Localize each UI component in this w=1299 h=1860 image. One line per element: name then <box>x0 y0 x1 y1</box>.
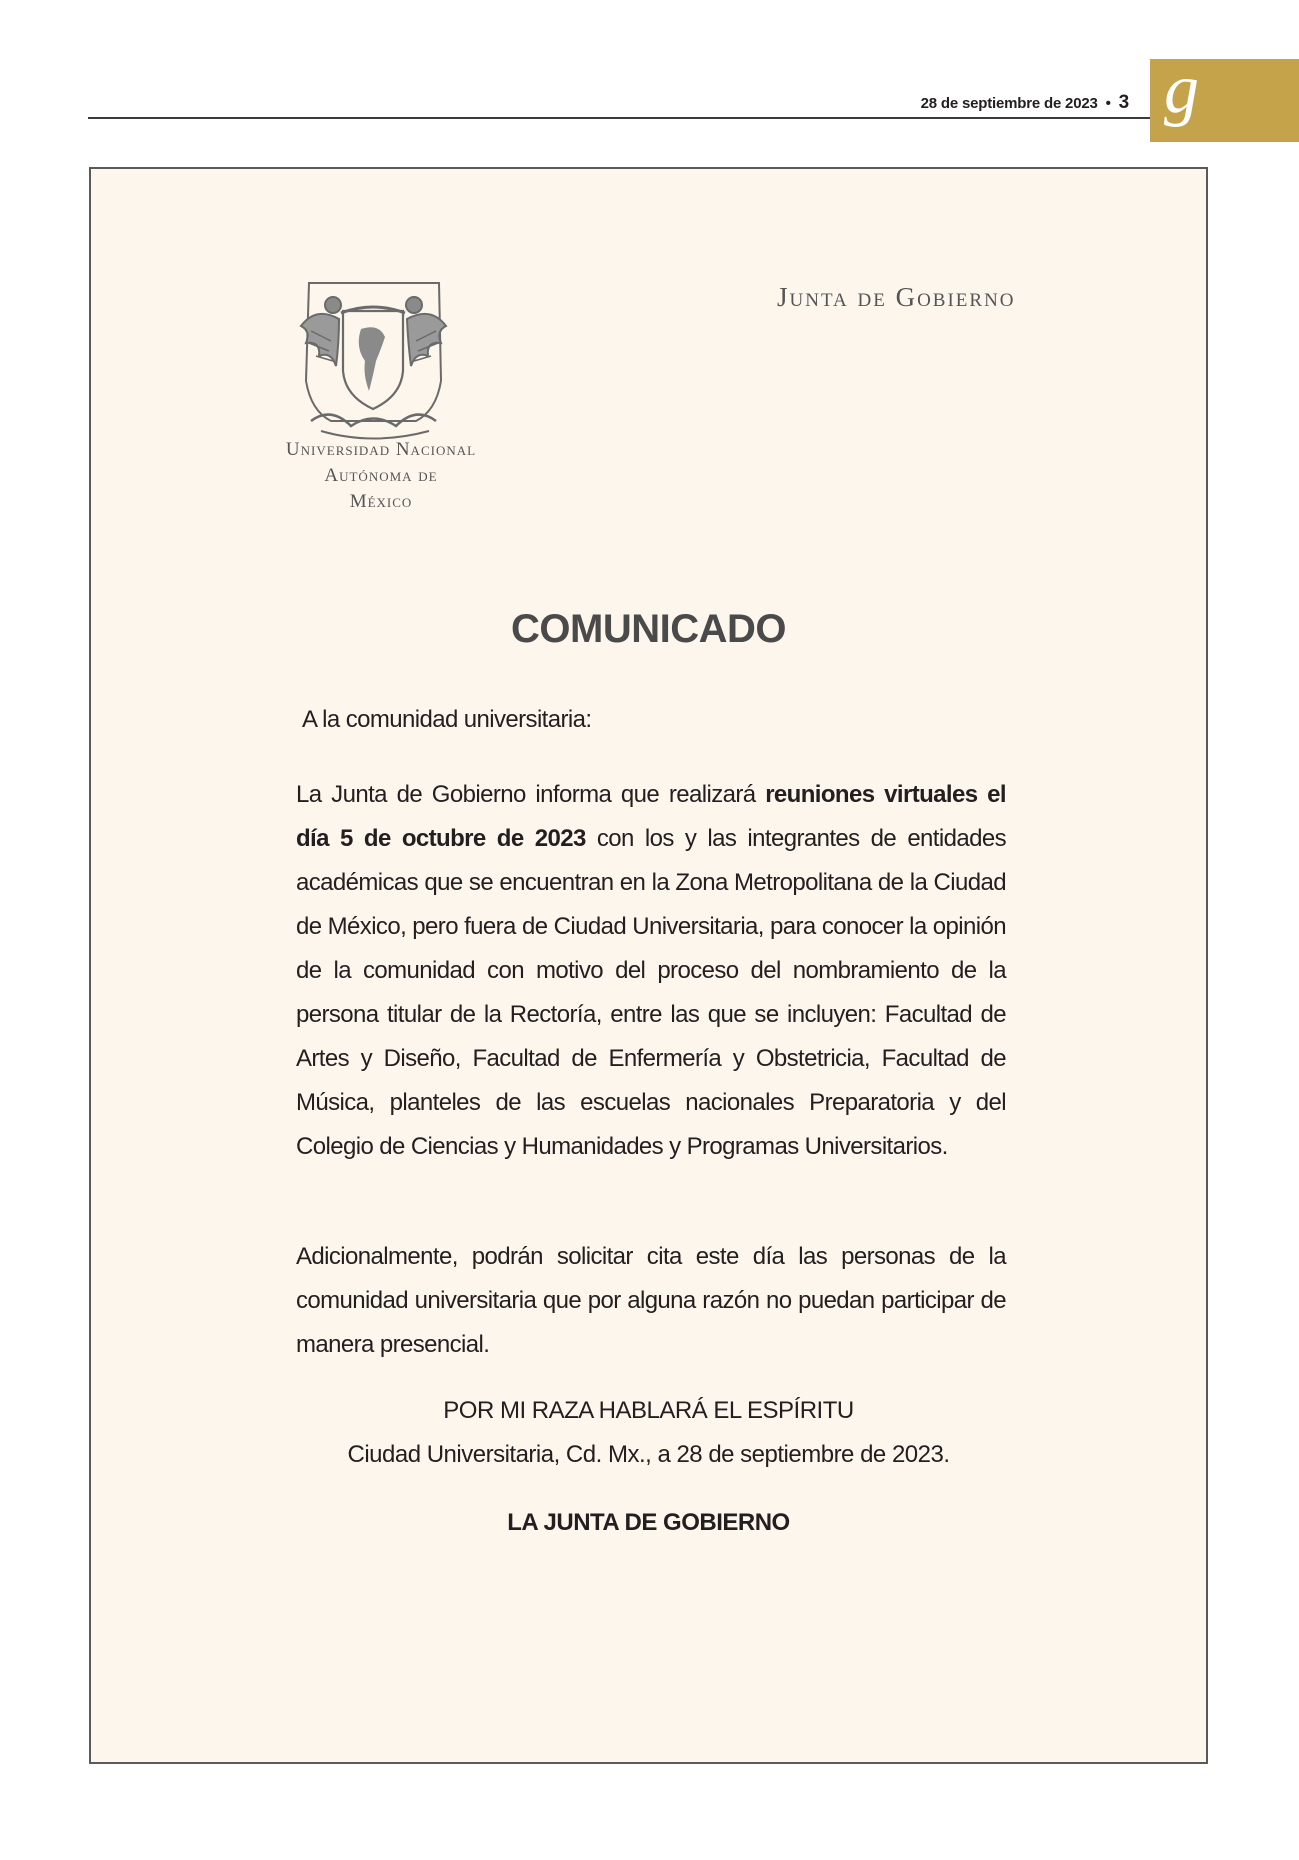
place-date: Ciudad Universitaria, Cd. Mx., a 28 de septiembre de 2023. <box>347 1441 950 1468</box>
motto: POR MI RAZA HABLARÁ EL ESPÍRITU <box>443 1397 854 1424</box>
unam-seal-icon <box>281 271 466 451</box>
gazette-logo-icon: g <box>1164 51 1199 128</box>
paragraph-2: Adicionalmente, podrán solicitar cita este día las personas de la comunidad universitaria que por alguna razón no puedan participar de manera presencial. <box>296 1243 1006 1358</box>
paragraph-1-highlight: reuniones virtuales el día 5 de octubre de 2023 <box>296 781 1006 852</box>
page-number: 3 <box>1118 92 1129 113</box>
paragraph-1-prefix: La Junta de Gobierno informa que realizará <box>296 781 766 808</box>
salutation: A la comunidad universitaria: <box>302 706 592 733</box>
notice-title: COMUNICADO <box>511 607 786 651</box>
unam-name-line2: Autónoma de <box>324 465 438 486</box>
header-rule <box>88 117 1150 119</box>
header-separator: • <box>1105 95 1111 112</box>
gazette-logo-tab <box>1150 51 1299 142</box>
unam-name-line1: Universidad Nacional <box>285 439 477 460</box>
header-date: 28 de septiembre de 2023 <box>920 95 1098 112</box>
unam-name-line3: México <box>349 491 413 512</box>
paragraph-1 <box>296 773 1006 1169</box>
unam-seal-graphic <box>281 271 466 451</box>
paragraph-1-suffix: con los y las integrantes de entidades académicas que se encuentran en la Zona Metropolitana de la Ciudad de México, pero fuera de Ciudad Universitaria, para conocer la opinión de la comunidad con motivo del proceso del nombramiento de la persona titular de la Rectoría, entre las que se incluyen: Facultad de Artes y Diseño, Facultad de Enfermería y Obstetricia, Facultad de Música, planteles de las escuelas nacionales Preparatoria y del Colegio de Ciencias y Humanidades y Programas Universitarios. <box>296 825 1006 1160</box>
junta-de-gobierno-logo: Junta de Gobierno <box>777 282 1016 312</box>
header-date-line <box>921 92 1129 114</box>
notice-box <box>89 167 1208 1764</box>
unam-name <box>266 437 496 515</box>
signature: LA JUNTA DE GOBIERNO <box>507 1509 790 1536</box>
